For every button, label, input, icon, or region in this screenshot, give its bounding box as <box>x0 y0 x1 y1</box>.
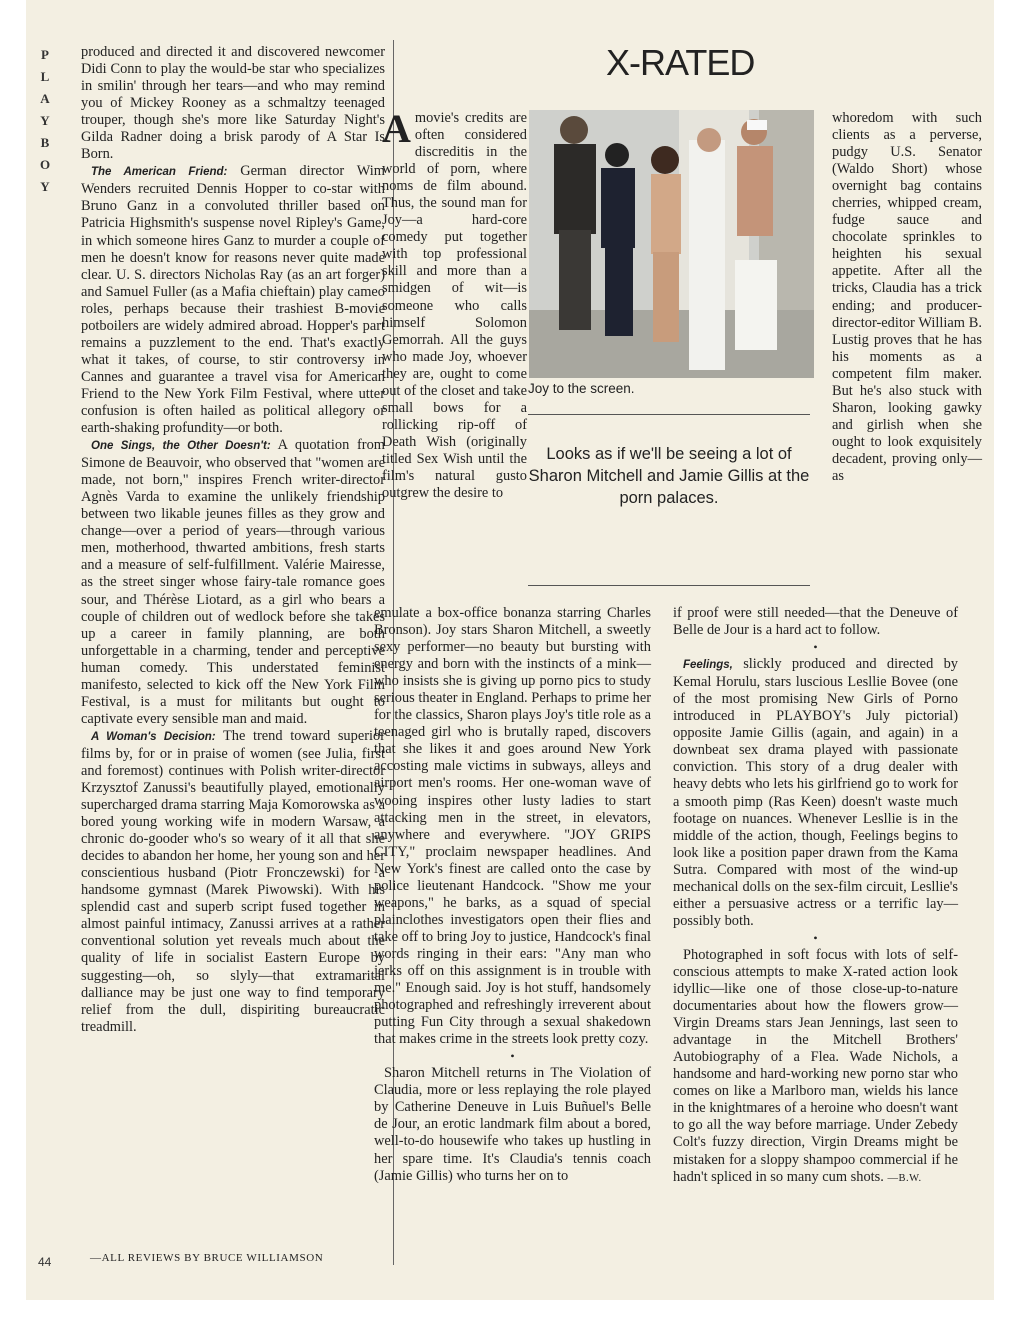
sidebar-column-text: whoredom with such clients as a perverse, pudgy U.S. Senator (Waldo Short) whose overnight bag contains cherries, whipped cream, fudge sauce and chocolate sprinkles to heighten his sexual appetite. After all the tricks, Claudia has a trick ending; and producer-director-editor William B. Lustig proves that he has his moments as a competent film maker. But he's also stuck with Sharon, looking gawky and girlish when she ought to look exquisitely decadent, proving only—as <box>832 110 982 484</box>
review-title: One Sings, the Other Doesn't: <box>91 440 271 453</box>
paragraph <box>81 163 385 437</box>
intro-column <box>382 106 527 502</box>
signature: —B.W. <box>887 1172 922 1184</box>
section-title: X-RATED <box>606 42 755 83</box>
page-number: 44 <box>38 1255 52 1269</box>
section-bullet: • <box>813 640 818 655</box>
paragraph <box>81 728 385 1036</box>
paragraph: if proof were still needed—that the Deneuve of Belle de Jour is a hard act to follow. <box>673 605 958 639</box>
mag-letter: O <box>39 157 51 172</box>
review-text: Photographed in soft focus with lots of self-conscious attempts to make X-rated action look idyllic—like one of those close-up-to-nature documentaries about how the flowers grow—Virgin Dreams stars Jean Jennings, last seen to advantage in the Mitchell Brothers' Autobiography of a Flea. Wade Nichols, a handsome and hard-working new porno star who comes on like a Marlboro man, wields his lance in the knightmares of a heroine who doesn't want to go all the way before marriage. Under Zebedy Colt's fuzzy direction, Virgin Dreams might be mistaken for a sloppy shampoo commercial if he hadn't spliced in so many cum shots. <box>673 946 958 1185</box>
mag-letter: Y <box>40 179 50 194</box>
review-text: slickly produced and directed by Kemal Horulu, stars luscious Lesllie Bovee (one of the most promising New Girls of Porno introduced in PLAYBOY's July pictorial) opposite Jamie Gillis (again, and again) in a downbeat sex drama played with passionate conviction. This story of a drug dealer with heavy debts who lets his girlfriend go to work for a smooth pimp (Ras Keen) doesn't waste much footage on nuances. Whenever Lesllie is in the middle of the action, though, Feelings begins to look like a position paper drawn from the Kama Sutra. Compared with most of the wind-up mechanical dolls on the sex-film circuit, Lesllie's either a persuasive actress or a terrific lay—possibly both. <box>673 656 958 929</box>
paragraph: Sharon Mitchell returns in The Violation of Claudia, more or less replaying the role played by Catherine Deneuve in Luis Buñuel's Belle de Jour, an erotic landmark film about a bored, well-to-do housewife who takes up hustling in her spare time. It's Claudia's tennis coach (Jamie Gillis) who turns her on to <box>374 1065 651 1184</box>
review-text: A quotation from Simone de Beauvoir, who observed that "women are made, not born," inspires French writer-director Agnès Varda to examine the unlikely friendship between two likable jeunes filles as they grow and change—over a period of years—through various men, motherhood, thwarted ambitions, fresh starts and a measure of self-fulfillment. Valérie Mairesse, as the street singer whose fairy-tale romance goes sour, and Thérèse Liotard, as a girl who bears a couple of children out of wedlock before she takes up a career in family planning, are both unforgettable in a charming, tender and perceptive human comedy. This understated feminist manifesto, selected to kick off the New York Film Festival, is a must for militants but ought to captivate every sensible man and maid. <box>81 437 385 727</box>
film-still-illustration <box>529 110 814 378</box>
section-bullet: • <box>510 1049 515 1064</box>
section-bullet: • <box>813 930 818 945</box>
column-3 <box>673 605 958 1187</box>
section-header <box>606 42 754 84</box>
review-title: Feelings, <box>683 659 733 672</box>
intro-text: movie's credits are often considered discreditis in the world of porn, where noms de film abound. Thus, the sound man for Joy—a hard-core comedy put together with top professional skill and more than a smidgen of wit—is someone who calls himself Solomon Gemorrah. All the guys who made Joy, whoever they are, ought to come out of the closet and take small bows for a rollicking rip-off of Death Wish (originally titled Sex Wish until the film's natural gusto outgrew the desire to <box>382 110 527 502</box>
magazine-name-vertical <box>34 44 56 198</box>
paragraph: emulate a box-office bonanza starring Charles Bronson). Joy stars Sharon Mitchell, a sweetly sexy performer—no beauty but bursting with energy and born with the instincts of a mink—who insists she is giving up porno pics to study serious theater in England. Perhaps to prime her for the classics, Sharon plays Joy's title role as a teenaged girl who is brutally raped, discovers that she likes it and goes around New York accosting male victims in subways, alleys and airport men's rooms. Her one-woman wave of wooing inspires other lusty ladies to start attacking men in the street, in elevators, anywhere and everywhere. "JOY GRIPS CITY," proclaim newspaper headlines. And New York's finest are called onto the case by police lieutenant Handcock. "Show me your weapons," he barks, as a squad of special plainclothes investigators open their flies and take off to bring Joy to justice, Handcock's final words ringing in their ears: "Any man who jerks off on this assignment is in trouble with me." Enough said. Joy is hot stuff, handsomely photographed and refreshingly irreverent about putting Fun City through a sexual shakedown that makes crime in the streets look pretty cozy. <box>374 605 651 1048</box>
column-1 <box>81 44 385 1036</box>
mag-letter: P <box>41 47 49 62</box>
film-still-photo <box>529 110 814 378</box>
pullquote-rule-top <box>528 414 810 415</box>
review-text: German director Wim Wenders recruited Dennis Hopper to co-star with Bruno Ganz in a convoluted thriller based on Patricia Highsmith's suspense novel Ripley's Game, in which someone hires Ganz to murder a couple of men he doesn't know for reasons never quite made clear. U. S. directors Nicholas Ray (as an art forger) and Samuel Fuller (as a Mafia chieftain) play cameo roles, perhaps because their trashiest B-movie potboilers are widely admired abroad. Hopper's part remains a puzzlement to the end. That's exactly what it takes, of course, to stir controversy in Cannes and guarantee a travel visa for American Friend to the New York Film Festival, where utter confusion is often hailed as political allegory or earth-shaking profundity—or both. <box>81 163 385 437</box>
mag-letter: A <box>40 91 50 106</box>
pullquote: Looks as if we'll be seeing a lot of Sharon Mitchell and Jamie Gillis at the porn palaces. <box>528 445 810 508</box>
paragraph: produced and directed it and discovered newcomer Didi Conn to play the would-be star who specializes in smilin' through her tears—and who may remind you of Mickey Rooney as a schmaltzy teenaged trouper, though she's more like Saturday Night's Gilda Radner doing a brisk parody of A Star Is Born. <box>81 44 385 163</box>
photo-caption: Joy to the screen. <box>528 381 635 396</box>
paragraph <box>81 437 385 728</box>
mag-letter: L <box>40 69 50 84</box>
review-text: The trend toward superior films by, for or in praise of women (see Julia, first and foremost) continues with Polish writer-director Krzysztof Zanussi's beautifully played, emotionally supercharged drama starring Maja Komorowska as a bored young working wife in modern Warsaw, a chronic do-gooder who's so weary of it all that she decides to abandon her home, her young son and her conscientious husband (Piotr Fronczewski) for a handsome gymnast (Marek Piwowski). With his splendid cast and superb script fused together in almost painful intimacy, Zanussi arrives at a rather conventional solution yet reveals much about the quality of life in socialist Eastern Europe by suggesting—oh, so slyly—that extramarital dalliance may be just one way to find temporary relief from the dull, dispiriting bureaucratic treadmill. <box>81 727 385 1035</box>
pullquote-rule-bottom <box>528 585 810 586</box>
paragraph <box>673 656 958 930</box>
magazine-page <box>26 0 994 1300</box>
mag-letter: Y <box>40 113 50 128</box>
review-title: The American Friend: <box>91 166 228 179</box>
column-2 <box>374 605 651 1185</box>
review-title: A Woman's Decision: <box>91 730 216 743</box>
drop-cap: A <box>382 106 411 151</box>
byline: —ALL REVIEWS BY BRUCE WILLIAMSON <box>90 1252 324 1264</box>
mag-letter: B <box>40 135 50 150</box>
paragraph <box>673 947 958 1187</box>
